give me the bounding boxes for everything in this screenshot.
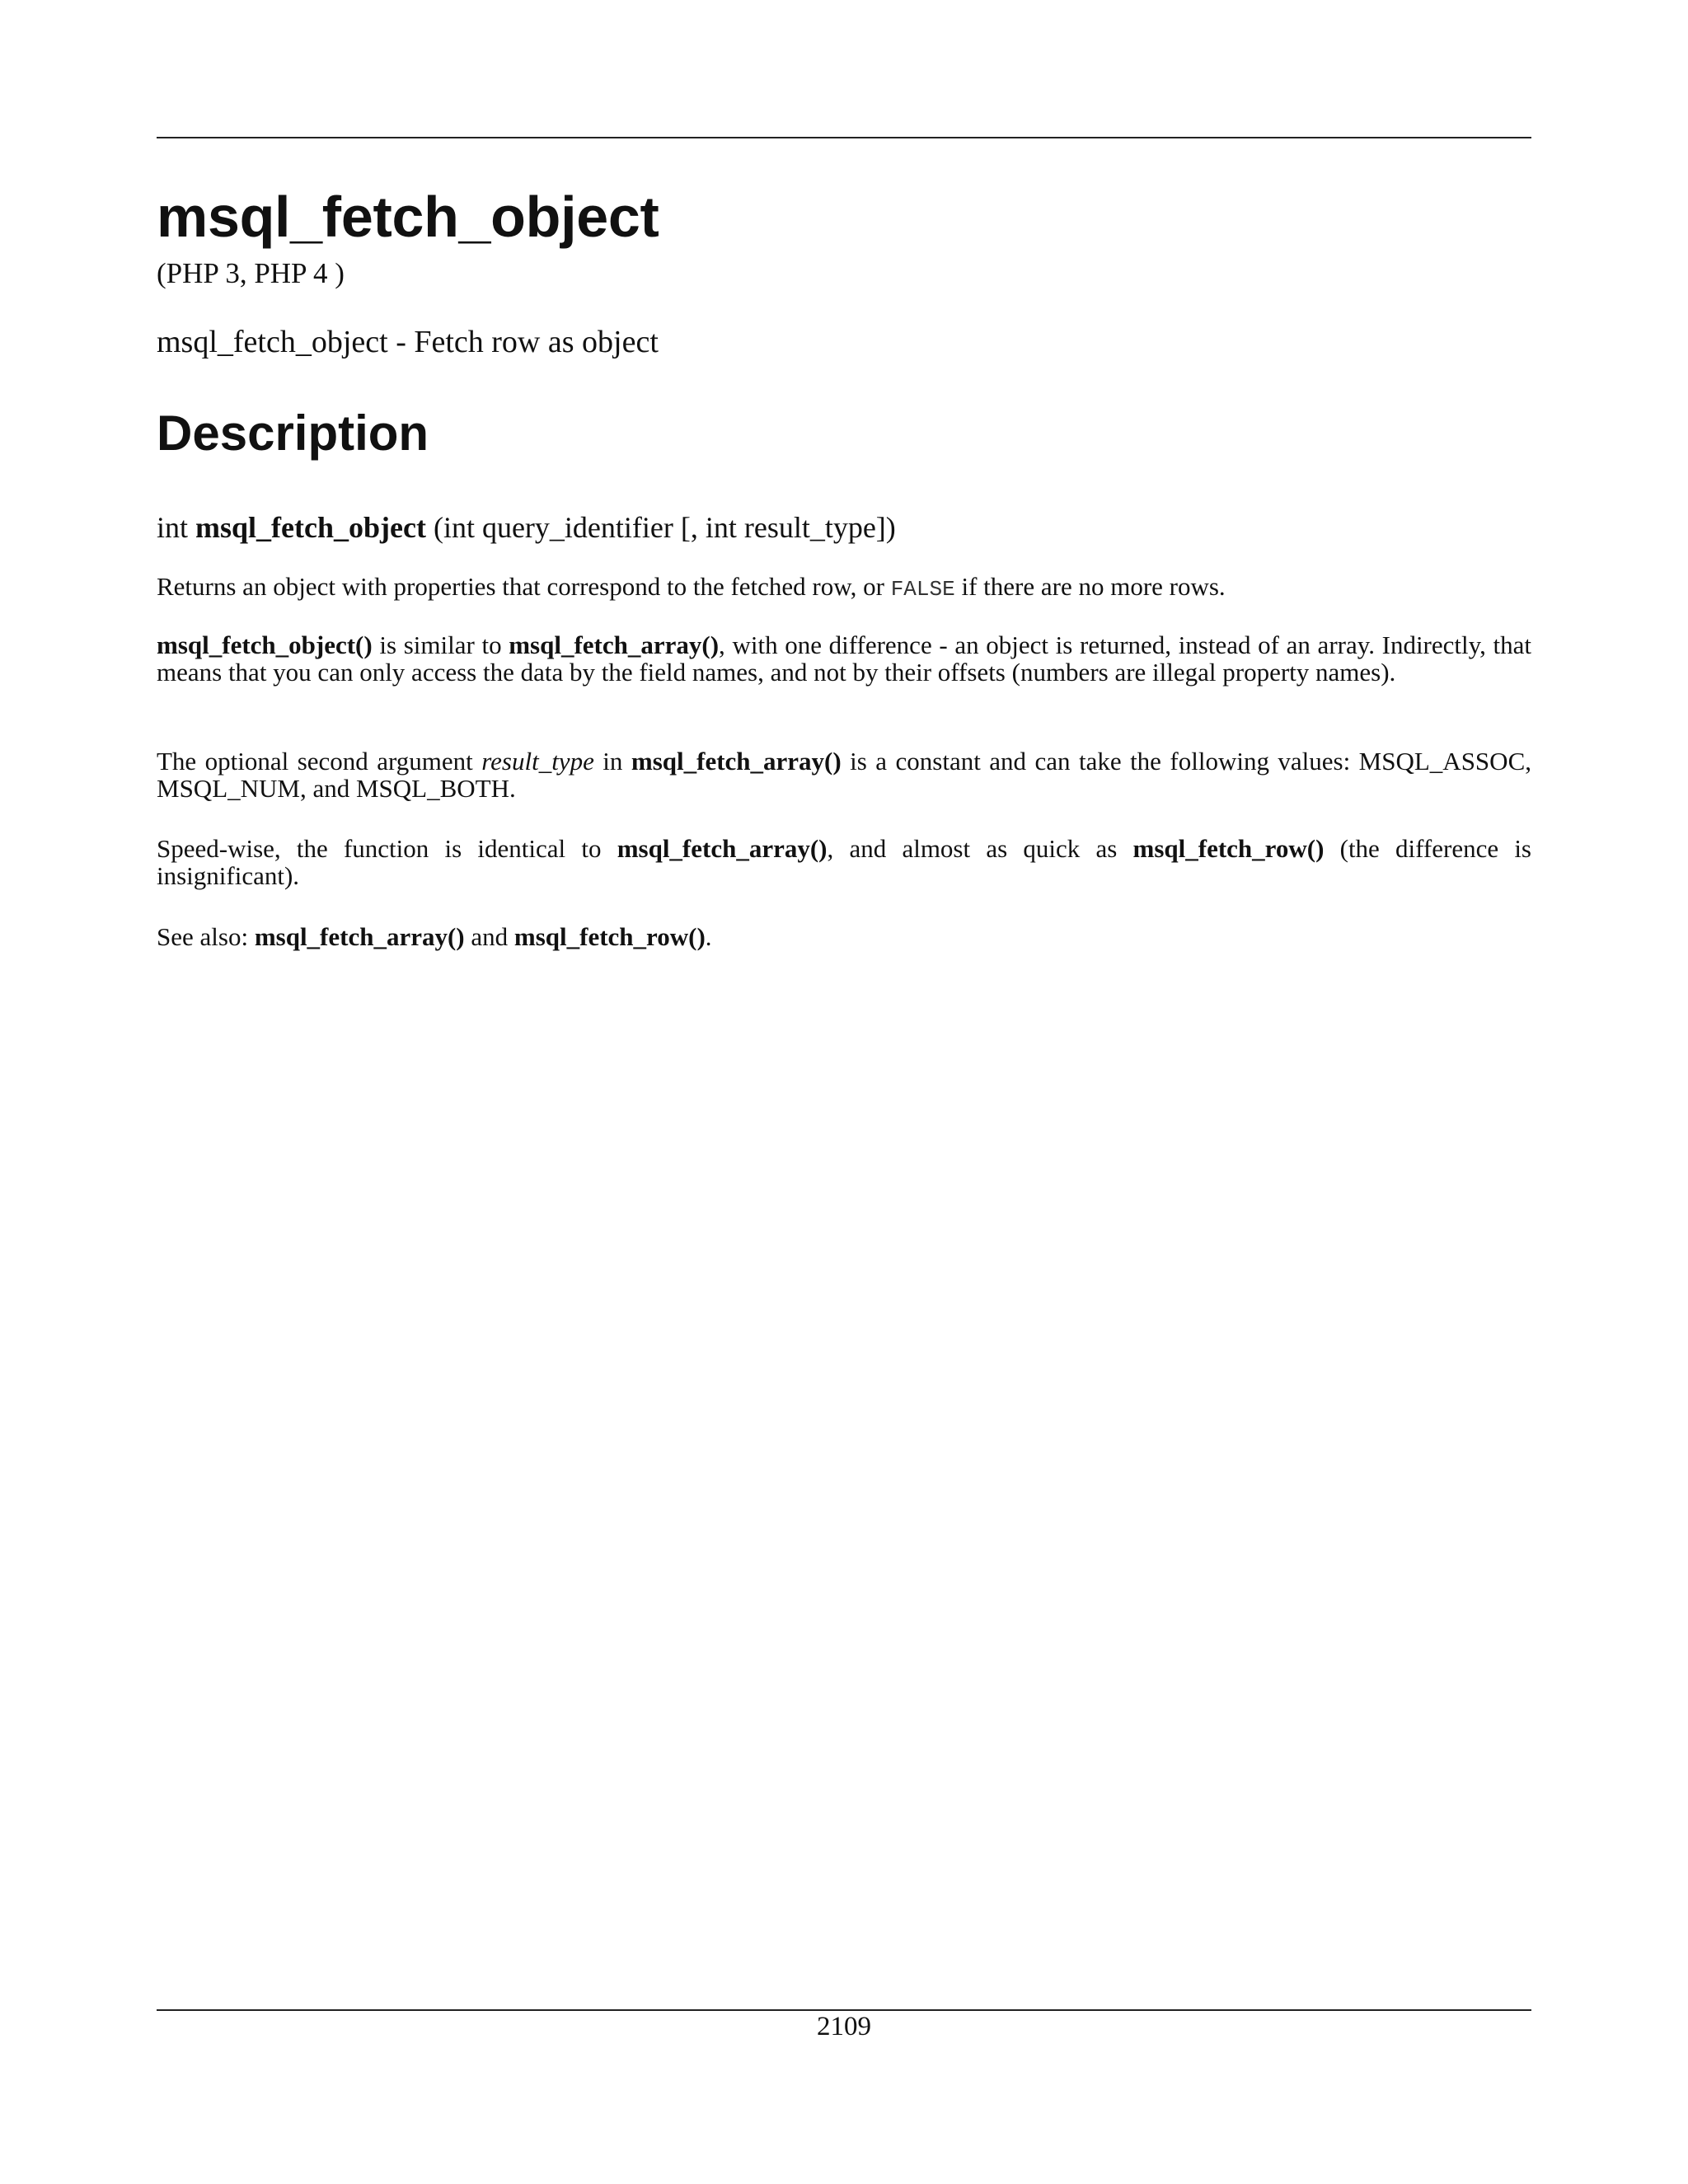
see-also-text-1: See also: — [157, 922, 255, 951]
similar-text-2: , with one difference - an object is returned, instead of an array. Indirectly, that means that you can only access the data by the field names, and not by their offsets (numbers are illegal property names). — [157, 630, 1532, 687]
speed-text-1: Speed-wise, the function is identical to — [157, 834, 617, 863]
optional-text-2: in — [593, 747, 631, 776]
description-heading: Description — [157, 405, 429, 461]
optional-text-1: The optional second argument — [157, 747, 482, 776]
speed-paragraph — [157, 835, 1531, 890]
function-ref-fetch-row: msql_fetch_row() — [513, 922, 706, 951]
see-also-text-2: and — [464, 922, 514, 951]
synopsis-function-name: msql_fetch_object — [195, 511, 426, 544]
similar-text-1: is similar to — [372, 630, 509, 659]
function-ref-fetch-array: msql_fetch_array() — [631, 747, 842, 776]
function-ref-fetch-row: msql_fetch_row() — [1132, 834, 1325, 863]
speed-text-2: , and almost as quick as — [827, 834, 1133, 863]
returns-paragraph — [157, 573, 1531, 601]
see-also-text-3: . — [705, 922, 712, 951]
function-ref-fetch-object: msql_fetch_object() — [157, 630, 373, 659]
see-also-paragraph — [157, 923, 1531, 950]
page-number: 2109 — [817, 2012, 871, 2041]
function-ref-fetch-array: msql_fetch_array() — [509, 630, 720, 659]
function-ref-fetch-array: msql_fetch_array() — [254, 922, 465, 951]
page-title: msql_fetch_object — [157, 185, 659, 249]
false-constant: FALSE — [890, 577, 955, 602]
header-rule — [157, 137, 1531, 138]
optional-argument-paragraph — [157, 748, 1531, 803]
function-synopsis — [157, 510, 896, 546]
php-versions: (PHP 3, PHP 4 ) — [157, 257, 345, 289]
synopsis-params: (int query_identifier [, int result_type]) — [433, 511, 896, 544]
synopsis-return-type: int — [157, 511, 189, 544]
ref-purpose: msql_fetch_object - Fetch row as object — [157, 325, 659, 359]
returns-text-before: Returns an object with properties that correspond to the fetched row, or — [157, 572, 891, 601]
returns-text-after: if there are no more rows. — [954, 572, 1226, 601]
speed-text-3: (the difference is insignificant). — [157, 834, 1531, 891]
optional-text-3: is a constant and can take the following values: MSQL_ASSOC, MSQL_NUM, and MSQL_BOTH. — [157, 747, 1531, 804]
similar-paragraph — [157, 631, 1531, 687]
function-ref-fetch-array: msql_fetch_array() — [617, 834, 828, 863]
param-result-type: result_type — [481, 747, 594, 776]
